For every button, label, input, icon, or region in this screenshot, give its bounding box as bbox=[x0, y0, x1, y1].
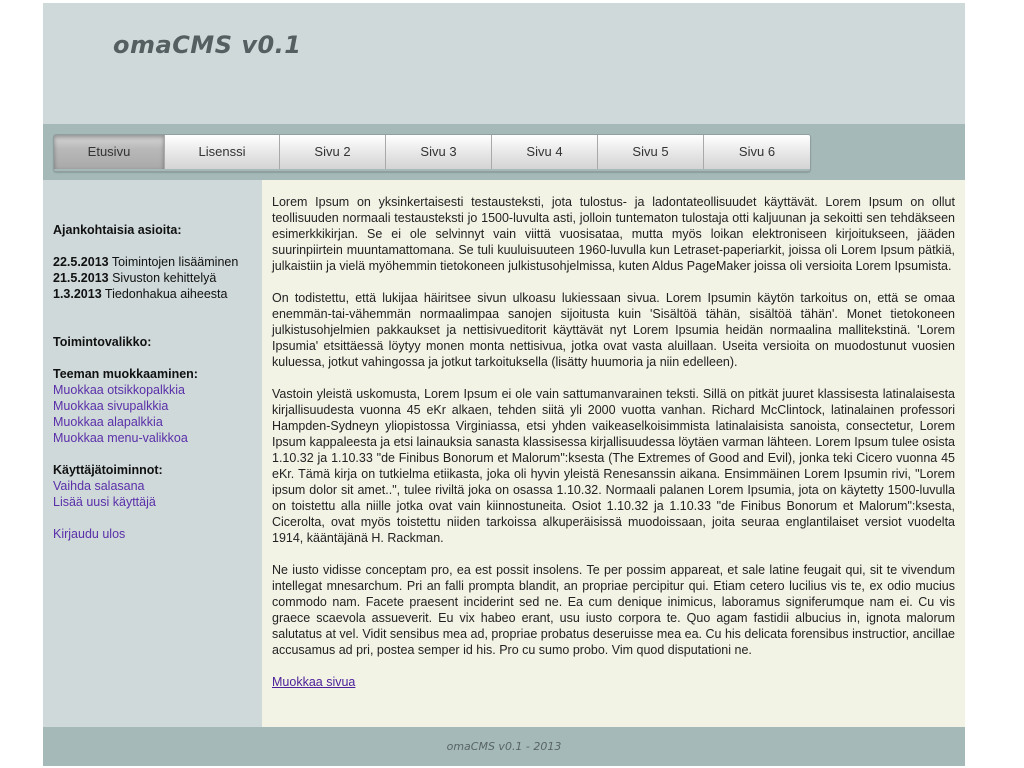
content-paragraph: Lorem Ipsum on yksinkertaisesti testausteksti, jota tulostus- ja ladontateollisuudet käyttävät. Lorem Ipsum on ollut teollisuuden normaali testausteksti jo 1500-luvulta asti, jolloin tuntematon tulostaja otti kaljuunan ja sekoitti sen tehdäkseen esimerkkikirjan. Se ei ole selvinnyt vain viittä vuosisataa, mutta myös loikan elektroniseen kirjoitukseen, jääden suurinpiirtein muuntamattomana. Se tuli kuuluisuuteen 1960-luvulla kun Letraset-paperiarkit, joissa oli Lorem Ipsum pätkiä, julkaistiin ja vielä myöhemmin tietokoneen julkistusohjelmissa, kuten Aldus PageMaker joissa oli versioita Lorem Ipsumista. bbox=[272, 195, 955, 273]
navbar bbox=[43, 124, 965, 180]
nav-item-sivu-4[interactable]: Sivu 4 bbox=[492, 135, 598, 169]
news-item bbox=[53, 254, 262, 270]
add-user-link[interactable]: Lisää uusi käyttäjä bbox=[53, 495, 156, 509]
edit-footer-link[interactable]: Muokkaa alapalkkia bbox=[53, 415, 163, 429]
nav-item-etusivu[interactable]: Etusivu bbox=[54, 135, 165, 169]
footer: omaCMS v0.1 - 2013 bbox=[43, 727, 965, 766]
edit-sidebar-link[interactable]: Muokkaa sivupalkkia bbox=[53, 399, 169, 413]
content-paragraph: Vastoin yleistä uskomusta, Lorem Ipsum ei ole vain sattumanvarainen teksti. Sillä on pitkät juuret klassisesta latinalaisesta kirjallisuudesta vuonna 45 eKr alkaen, tehden siitä yli 2000 vuotta vanhan. Richard McClintock, latinalainen professori Hampden-Sydneyn yliopistossa Virginiassa, etsi yhden vaikeaselkoisimmista latinalaisista sanoista, consectetur, Lorem Ipsum kappaleesta ja etsi lainauksia sanasta klassisessa kirjallisuudessa löytäen varman lähteen. Lorem Ipsum tulee osista 1.10.32 ja 1.10.33 "de Finibus Bonorum et Malorum":ksesta (The Extremes of Good and Evil), jonka teki Cicero vuonna 45 eKr. Tämä kirja on tutkielma etiikasta, joka oli hyvin yleistä Renesanssin aikana. Ensimmäinen Lorem Ipsumin rivi, "Lorem ipsum dolor sit amet..", tulee riviltä joka on osassa 1.10.32. Normaali palanen Lorem Ipsumia, jota on käytetty 1500-luvulla on toistettu alla niille jotka ovat vain kiinnostuneita. Osiot 1.10.32 ja 1.10.33 "de Finibus Bonorum et Malorum":ksesta, Cicerolta, ovat myös toistettu niiden tarkoissa alkuperäisissä muodoissaan, joita seuraa englantilaiset versiot vuodelta 1914, kääntäjänä H. Rackman. bbox=[272, 387, 955, 545]
main-content bbox=[262, 180, 965, 727]
news-text: Sivuston kehittelyä bbox=[108, 271, 217, 285]
content-paragraph: Ne iusto vidisse conceptam pro, ea est possit insolens. Te per possim appareat, et sale latine feugait qui, sit te vivendum intellegat mnesarchum. Pri an falli prompta blandit, an propriae percipitur qui. Etiam cetero lucilius vis te, ex odio mucius commodo nam. Facete praesent inciderint sed ne. Ea cum denique inimicus, laboramus signiferumque nam ei. Cu vis graece scaevola assueverit. Eu vix habeo erant, usu iusto corpora te. Quo agam fastidii albucius in, ignota malorum salutatus at vel. Vidit sensibus mea ad, propriae probatus deseruisse mea ea. Cu his delicata forensibus instructior, ancillae accusamus ad pri, postea semper id his. Pro cu sumo probo. Vim quod disputationi ne. bbox=[272, 563, 955, 657]
edit-header-link[interactable]: Muokkaa otsikkopalkkia bbox=[53, 383, 186, 397]
news-text: Tiedonhakua aiheesta bbox=[101, 287, 228, 301]
news-text: Toimintojen lisääminen bbox=[108, 255, 239, 269]
sidebar bbox=[43, 180, 262, 727]
logout-link[interactable]: Kirjaudu ulos bbox=[53, 527, 126, 541]
news-heading: Ajankohtaisia asioita: bbox=[53, 223, 182, 237]
nav-item-sivu-3[interactable]: Sivu 3 bbox=[386, 135, 492, 169]
news-date: 1.3.2013 bbox=[53, 287, 102, 301]
nav-item-sivu-5[interactable]: Sivu 5 bbox=[598, 135, 704, 169]
content-paragraph: On todistettu, että lukijaa häiritsee sivun ulkoasu lukiessaan sivua. Lorem Ipsumin käytön tarkoitus on, että se omaa enemmän-tai-vähemmän normaalimpaa sanojen sijoitusta kuin 'Sisältöä tähän, sisältöä tähän'. Monet tietokoneen julkistusohjelmien pakkaukset ja nettisivueditorit käyttävät nyt Lorem Ipsumia heidän normaalina mallitekstinä. 'Lorem Ipsumia' etsittäessä löytyy monen monta nettisivua, jotka ovat vasta aluillaan. Useita versioita on muodostunut vuosien kuluessa, jotkut vahingossa ja jotkut tarkoituksella (lisätty huumoria ja niin edelleen). bbox=[272, 291, 955, 369]
change-password-link[interactable]: Vaihda salasana bbox=[53, 479, 145, 493]
edit-menu-link[interactable]: Muokkaa menu-valikkoa bbox=[53, 431, 188, 445]
edit-page-link[interactable]: Muokkaa sivua bbox=[272, 675, 356, 689]
nav-item-sivu-6[interactable]: Sivu 6 bbox=[704, 135, 810, 169]
page-container bbox=[43, 3, 965, 766]
menu-heading: Toimintovalikko: bbox=[53, 335, 152, 349]
site-title: omaCMS v0.1 bbox=[113, 31, 302, 59]
nav-item-lisenssi[interactable]: Lisenssi bbox=[165, 135, 280, 169]
news-date: 21.5.2013 bbox=[53, 271, 109, 285]
news-item bbox=[53, 286, 262, 302]
user-heading: Käyttäjätoiminnot: bbox=[53, 463, 163, 477]
theme-heading: Teeman muokkaaminen: bbox=[53, 367, 198, 381]
nav-menu bbox=[53, 134, 811, 172]
news-item bbox=[53, 270, 262, 286]
header bbox=[43, 3, 965, 124]
news-date: 22.5.2013 bbox=[53, 255, 109, 269]
nav-item-sivu-2[interactable]: Sivu 2 bbox=[280, 135, 386, 169]
